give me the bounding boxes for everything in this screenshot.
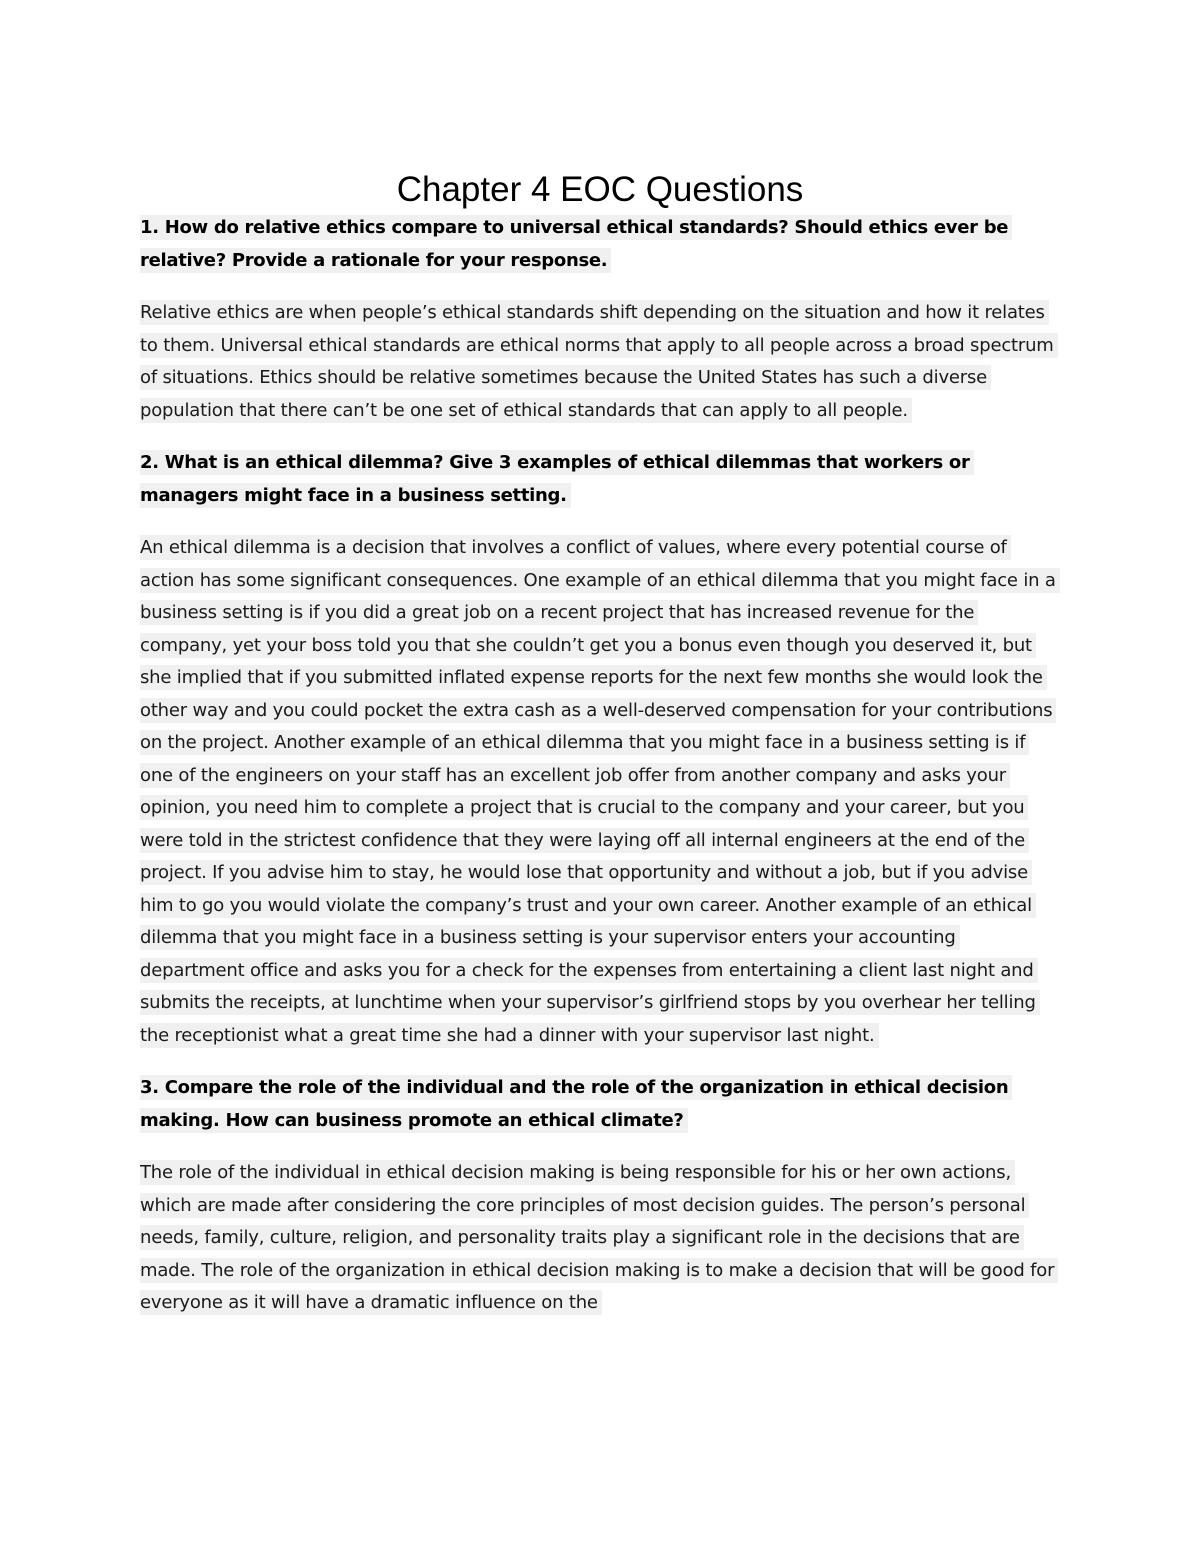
question-1-text: 1. How do relative ethics compare to universal ethical standards? Should ethics ever be relative? Provide a rationale for your response. [140,215,1012,273]
question-3-text: 3. Compare the role of the individual and the role of the organization in ethical decision making. How can business promote an ethical climate? [140,1075,1012,1133]
question-1 [140,212,1060,277]
answer-3 [140,1157,1060,1320]
answer-2-text: An ethical dilemma is a decision that involves a conflict of values, where every potential course of action has some significant consequences. One example of an ethical dilemma that you might face in a business setting is if you did a great job on a recent project that has increased revenue for the company, yet your boss told you that she couldn’t get you a bonus even though you deserved it, but she implied that if you submitted inflated expense reports for the next few months she would look the other way and you could pocket the extra cash as a well-deserved compensation for your contributions on the project. Another example of an ethical dilemma that you might face in a business setting is if one of the engineers on your staff has an excellent job offer from another company and asks your opinion, you need him to complete a project that is crucial to the company and your career, but you were told in the strictest confidence that they were laying off all internal engineers at the end of the project. If you advise him to stay, he would lose that opportunity and without a job, but if you advise him to go you would violate the company’s trust and your own career. Another example of an ethical dilemma that you might face in a business setting is your supervisor enters your accounting department office and asks you for a check for the expenses from entertaining a client last night and submits the receipts, at lunchtime when your supervisor’s girlfriend stops by you overhear her telling the receptionist what a great time she had a dinner with your supervisor last night. [140,535,1060,1048]
page-title: Chapter 4 EOC Questions [396,170,804,209]
question-2-text: 2. What is an ethical dilemma? Give 3 examples of ethical dilemmas that workers or managers might face in a business setting. [140,450,974,508]
question-3 [140,1072,1060,1137]
answer-1-text: Relative ethics are when people’s ethical standards shift depending on the situation and how it relates to them. Universal ethical standards are ethical norms that apply to all people across a broad spectrum of situations. Ethics should be relative sometimes because the United States has such a diverse population that there can’t be one set of ethical standards that can apply to all people. [140,300,1058,423]
answer-1 [140,297,1060,427]
answer-3-text: The role of the individual in ethical decision making is being responsible for his or her own actions, which are made after considering the core principles of most decision guides. The person’s personal needs, family, culture, religion, and personality traits play a significant role in the decisions that are made. The role of the organization in ethical decision making is to make a decision that will be good for everyone as it will have a dramatic influence on the [140,1160,1058,1315]
question-2 [140,447,1060,512]
document-body [140,212,1060,1340]
answer-2 [140,532,1060,1052]
